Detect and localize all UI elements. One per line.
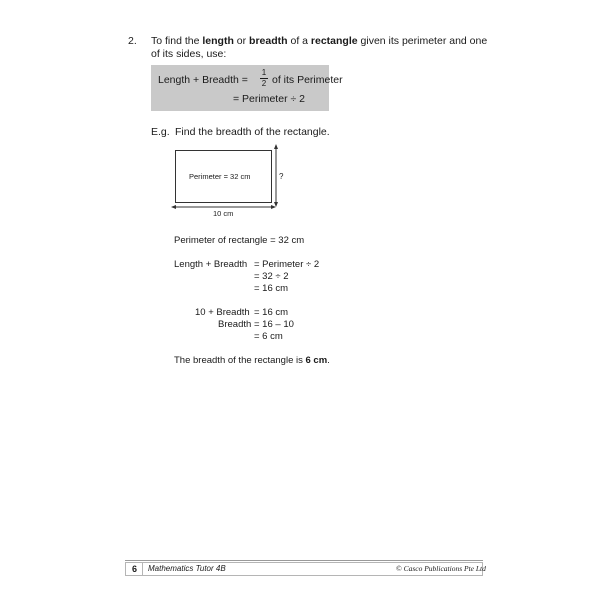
- book-title: Mathematics Tutor 4B: [148, 564, 226, 573]
- answer-text: The breadth of the rectangle is: [174, 355, 306, 366]
- example-label: E.g.: [151, 126, 170, 138]
- step1-rhs-3: = 16 cm: [254, 283, 289, 294]
- keyword-rectangle: rectangle: [310, 35, 358, 47]
- intro-text-or: or: [233, 35, 250, 47]
- solution-line-1: Perimeter of rectangle = 32 cm: [174, 235, 305, 246]
- keyword-breadth: breadth: [249, 35, 288, 47]
- formula-lhs: Length + Breadth =: [158, 74, 248, 86]
- footer-rule: [125, 560, 483, 561]
- intro-text-a: To find the: [151, 35, 203, 47]
- intro-text-b: of a: [287, 35, 311, 47]
- fraction-numerator: 1: [261, 68, 267, 77]
- copyright-icon: ©: [396, 564, 402, 573]
- formula-rhs-1: of its Perimeter: [272, 74, 343, 86]
- page-number: 6: [127, 563, 143, 575]
- step2-lhs-2: Breadth: [218, 319, 252, 330]
- fraction-denominator: 2: [261, 79, 267, 88]
- length-label: 10 cm: [213, 209, 234, 218]
- step2-rhs-2: = 16 – 10: [254, 319, 294, 330]
- intro-line-1: [151, 35, 487, 48]
- publisher-name: Casco Publications Pte Ltd: [403, 564, 486, 573]
- keyword-length: length: [202, 35, 234, 47]
- step2-lhs-1: 10 + Breadth: [195, 307, 250, 318]
- example-prompt: Find the breadth of the rectangle.: [175, 126, 330, 138]
- intro-line-2: of its sides, use:: [151, 48, 227, 60]
- step1-lhs: Length + Breadth: [174, 259, 248, 270]
- step1-rhs-1: = Perimeter ÷ 2: [254, 259, 320, 270]
- perimeter-label: Perimeter = 32 cm: [189, 172, 251, 181]
- step2-rhs-1: = 16 cm: [254, 307, 289, 318]
- step2-rhs-3: = 6 cm: [254, 331, 283, 342]
- answer-period: .: [327, 355, 330, 366]
- step1-rhs-2: = 32 ÷ 2: [254, 271, 289, 282]
- formula-rhs-2: = Perimeter ÷ 2: [233, 93, 305, 105]
- copyright-notice: [396, 563, 486, 575]
- answer-value: 6 cm: [305, 355, 328, 366]
- unknown-side-label: ?: [279, 172, 284, 181]
- breadth-dimension-arrow: [268, 143, 288, 208]
- answer-sentence: [174, 355, 330, 367]
- intro-text-c: given its perimeter and one: [357, 35, 488, 47]
- item-number: 2.: [128, 35, 137, 47]
